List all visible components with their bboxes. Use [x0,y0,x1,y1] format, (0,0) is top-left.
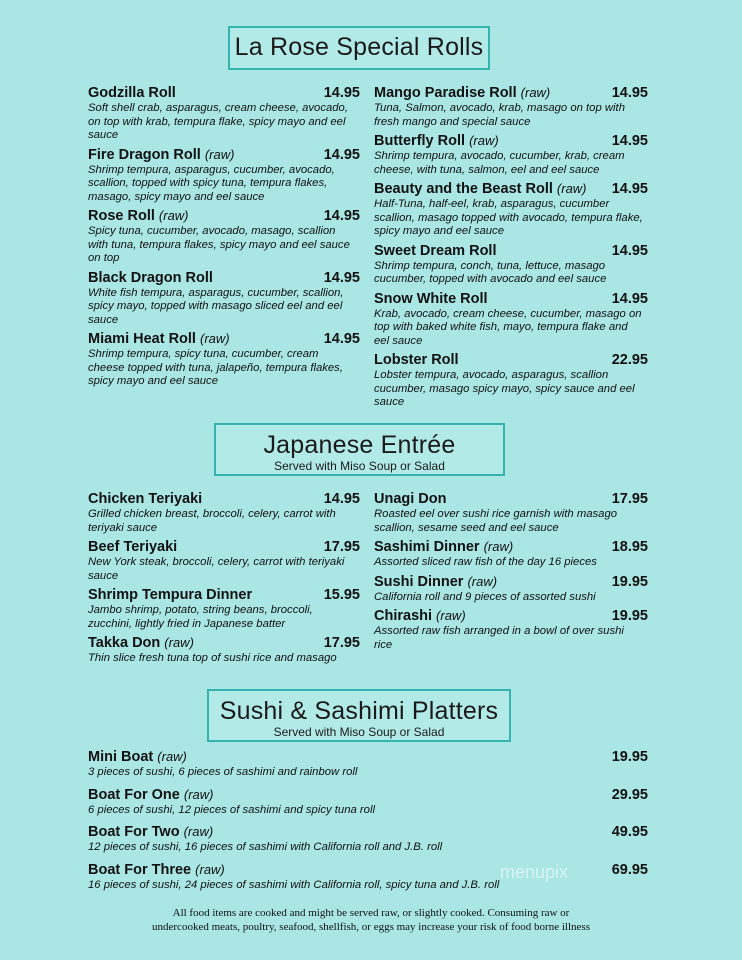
platters-subtitle: Served with Miso Soup or Salad [273,724,445,739]
entree-subtitle: Served with Miso Soup or Salad [274,458,445,473]
menu-item-description: New York steak, broccoli, celery, carrot with teriyaki sauce [88,556,345,582]
menu-item-description: Shrimp tempura, spicy tuna, cucumber, cream cheese topped with tuna, jalapeño, tempura flakes, spicy mayo and eel sauce [88,348,343,387]
menu-item [88,586,360,631]
menu-item [374,132,648,177]
menu-item-header [88,823,648,841]
menu-item-name: Boat For One [88,786,180,803]
menu-item-description: Half-Tuna, half-eel, krab, asparagus, cucumber scallion, masago topped with avocado, tempura flake, spicy mayo and eel sauce [374,198,643,237]
menu-item-name-group [374,490,447,508]
menu-item-price: 14.95 [323,331,360,347]
special-rolls-left-column [88,84,360,392]
menu-item [88,146,360,205]
menu-item-name: Boat For Three [88,861,192,878]
menu-item-name: Beauty and the Beast Roll [374,181,553,197]
menu-item-raw-tag: (raw) [183,786,214,802]
menu-item-description: Thin slice fresh tuna top of sushi rice and masago [88,652,337,664]
menu-item-description: Assorted raw fish arranged in a bowl of over sushi rice [374,625,624,651]
menu-item-price: 14.95 [323,208,360,224]
menu-item-name: Snow White Roll [374,290,488,307]
menu-item-name-group [88,490,202,508]
menu-item-raw-tag: (raw) [520,85,551,100]
menu-item-name-group [88,823,213,841]
menu-item-description: 12 pieces of sushi, 16 pieces of sashimi with California roll and J.B. roll [88,841,443,853]
menu-item-name: Lobster Roll [374,352,459,368]
menu-item-price: 17.95 [611,491,648,507]
menu-item-price: 17.95 [323,539,360,555]
menu-item-name: Butterfly Roll [374,133,466,149]
menu-item-name: Mini Boat [88,749,154,765]
menu-item-name-group [88,538,177,556]
menu-item-name: Mango Paradise Roll [374,85,517,101]
menu-item-name-group [88,269,213,287]
menu-item-name-group [374,180,587,198]
menu-item-header [88,84,360,102]
menu-item-name-group [374,84,550,102]
food-safety-disclaimer [100,906,642,934]
menu-item-header [374,573,648,591]
menu-item-name: Chirashi [374,608,433,624]
menu-item-price: 19.95 [611,749,648,765]
menu-item-price: 14.95 [323,269,360,286]
menu-item [374,351,648,410]
menu-item-description: 16 pieces of sushi, 24 pieces of sashimi with California roll, spicy tuna and J.B. roll [88,878,500,891]
menu-item-header [88,330,360,348]
menu-item-description: Roasted eel over sushi rice garnish with masago scallion, sesame seed and eel sauce [374,508,618,534]
menu-item-header [374,242,648,260]
menu-item-price: 69.95 [611,861,648,878]
menu-item-name: Sashimi Dinner [374,539,480,555]
menu-item-raw-tag: (raw) [556,181,587,196]
menu-item-description: Soft shell crab, asparagus, cream cheese, avocado, on top with krab, tempura flake, spicy mayo and eel sauce [88,102,348,141]
menu-item-header [88,748,648,766]
menu-item-header [374,132,648,150]
menu-item [374,84,648,129]
menu-item-price: 14.95 [611,290,648,307]
menu-item-name: Shrimp Tempura Dinner [88,587,253,603]
menupix-watermark: menupix [500,862,569,882]
menu-item-raw-tag: (raw) [164,635,194,650]
entree-left-column [88,490,360,669]
special-rolls-right-column [374,84,648,413]
menu-item-raw-tag: (raw) [200,331,230,346]
menu-item-price: 29.95 [611,786,648,803]
menu-item [88,269,360,328]
menu-item-description: Shrimp tempura, avocado, cucumber, krab, cream cheese, with tuna, salmon, eel and eel sauce [374,150,625,176]
menu-item-name: Chicken Teriyaki [88,491,203,507]
menu-item-name: Miami Heat Roll [88,331,196,347]
menu-item-name: Black Dragon Roll [88,269,213,286]
menu-item [88,748,648,780]
entree-header [214,423,505,476]
menu-item-raw-tag: (raw) [204,146,235,162]
menu-item-header [88,207,360,225]
menu-item-name: Fire Dragon Roll [88,146,201,163]
menu-item-raw-tag: (raw) [469,133,499,148]
menu-item [88,490,360,535]
menu-item-raw-tag: (raw) [467,573,498,589]
menu-item-price: 15.95 [323,587,360,603]
menu-item-name-group [374,351,459,369]
menu-item-name-group [88,207,189,225]
menu-item [374,490,648,535]
menu-item-description: Assorted sliced raw fish of the day 16 pieces [374,556,597,568]
menu-item-name: Unagi Don [374,491,447,507]
menu-item-price: 19.95 [611,608,648,624]
disclaimer-line-1: All food items are cooked and might be served raw, or slightly cooked. Consuming raw or [172,907,570,919]
menu-item-price: 14.95 [611,133,648,149]
menu-item-price: 14.95 [611,181,648,197]
menu-item-price: 14.95 [611,242,648,259]
menu-item-name-group [374,607,466,625]
menu-item-name: Sushi Dinner [374,573,464,590]
menu-item-name: Godzilla Roll [88,85,176,101]
menu-item-name-group [88,330,230,348]
menu-item-price: 19.95 [611,573,648,590]
menu-item-price: 14.95 [323,85,360,101]
menu-item-description: Spicy tuna, cucumber, avocado, masago, scallion with tuna, tempura flakes, spicy mayo and eel sauce on top [88,225,350,264]
menu-item-description: Jambo shrimp, potato, string beans, broccoli, zucchini, lightly fried in Japanese batter [88,604,313,630]
menu-item-header [374,180,648,198]
menu-item-header [88,634,360,652]
menu-item-raw-tag: (raw) [195,861,225,877]
menu-item [374,290,648,349]
menu-item-name-group [88,748,187,766]
menu-item [88,538,360,583]
menu-item-description: California roll and 9 pieces of assorted sushi [374,590,596,603]
menu-item [88,207,360,266]
special-rolls-title: La Rose Special Rolls [234,33,484,61]
menu-item-description: 6 pieces of sushi, 12 pieces of sashimi and spicy tuna roll [88,803,375,816]
menu-item-name-group [374,538,513,556]
entree-right-column [374,490,648,655]
menu-item-name-group [374,573,497,591]
menu-item-price: 22.95 [611,352,648,368]
menu-item-name: Takka Don [88,635,161,651]
menu-item-price: 49.95 [611,824,648,840]
menu-item-price: 14.95 [323,491,360,507]
menu-item-price: 18.95 [611,539,648,555]
menu-item-raw-tag: (raw) [483,539,514,554]
menu-item-name-group [88,786,213,804]
menu-item [374,607,648,652]
menu-item-name-group [88,84,176,102]
menu-item-name-group [374,242,497,260]
menu-item-name-group [88,586,252,604]
menu-item-name: Rose Roll [88,208,155,224]
menu-item-name: Beef Teriyaki [88,539,178,555]
menu-item-description: White fish tempura, asparagus, cucumber, scallion, spicy mayo, topped with masago sliced eel and eel sauce [88,286,344,326]
menu-item [374,538,648,570]
menu-item-header [374,351,648,369]
menu-item [88,84,360,143]
menu-item-name-group [88,861,225,879]
menu-item [88,823,648,855]
menu-item-raw-tag: (raw) [183,824,214,839]
menu-item-name: Boat For Two [88,824,180,840]
menu-item [374,573,648,605]
menu-item-price: 14.95 [611,85,648,101]
menu-item-raw-tag: (raw) [158,208,189,223]
menu-item-description: Tuna, Salmon, avocado, krab, masago on top with fresh mango and special sauce [374,102,625,128]
menu-item-description: Lobster tempura, avocado, asparagus, scallion cucumber, masago spicy mayo, spicy sauce and eel sauce [374,369,635,408]
menu-item-description: Grilled chicken breast, broccoli, celery, carrot with teriyaki sauce [88,508,336,534]
menu-item-description: Shrimp tempura, conch, tuna, lettuce, masago cucumber, topped with avocado and eel sauce [374,259,607,285]
menu-item-raw-tag: (raw) [157,749,187,764]
menu-item [88,330,360,389]
menu-item-header [374,84,648,102]
menu-item-header [88,490,360,508]
menu-item [88,634,360,666]
menu-item [374,180,648,239]
menu-item-header [374,607,648,625]
menu-item-raw-tag: (raw) [436,608,466,623]
menu-item-description: Krab, avocado, cream cheese, cucumber, masago on top with baked white fish, mayo, tempura flake and eel sauce [374,307,642,347]
menu-item [88,786,648,818]
entree-title: Japanese Entrée [263,431,456,459]
menu-item-name-group [88,634,194,652]
menu-item [374,242,648,287]
menu-item-price: 14.95 [323,146,360,163]
menu-item-header [374,490,648,508]
menu-item-price: 17.95 [323,635,360,651]
menu-item-header [374,538,648,556]
menu-item-header [88,538,360,556]
menu-item-name-group [88,146,234,164]
platters-title: Sushi & Sashimi Platters [219,697,499,725]
disclaimer-line-2: undercooked meats, poultry, seafood, shellfish, or eggs may increase your risk of food borne illness [152,921,590,933]
menu-item-header [88,586,360,604]
menu-item-header [88,146,360,164]
menu-item-name-group [374,132,499,150]
platters-header [207,689,511,742]
menu-item-header [374,290,648,308]
menu-item-header [88,269,360,287]
menu-item-name: Sweet Dream Roll [374,242,497,259]
special-rolls-header [228,26,490,70]
menu-item-description: 3 pieces of sushi, 6 pieces of sashimi and rainbow roll [88,766,358,778]
menu-item-header [88,786,648,804]
menu-item-description: Shrimp tempura, asparagus, cucumber, avocado, scallion, topped with spicy tuna, tempura flakes, masago, spicy mayo and eel sauce [88,163,335,203]
menu-item-name-group [374,290,488,308]
